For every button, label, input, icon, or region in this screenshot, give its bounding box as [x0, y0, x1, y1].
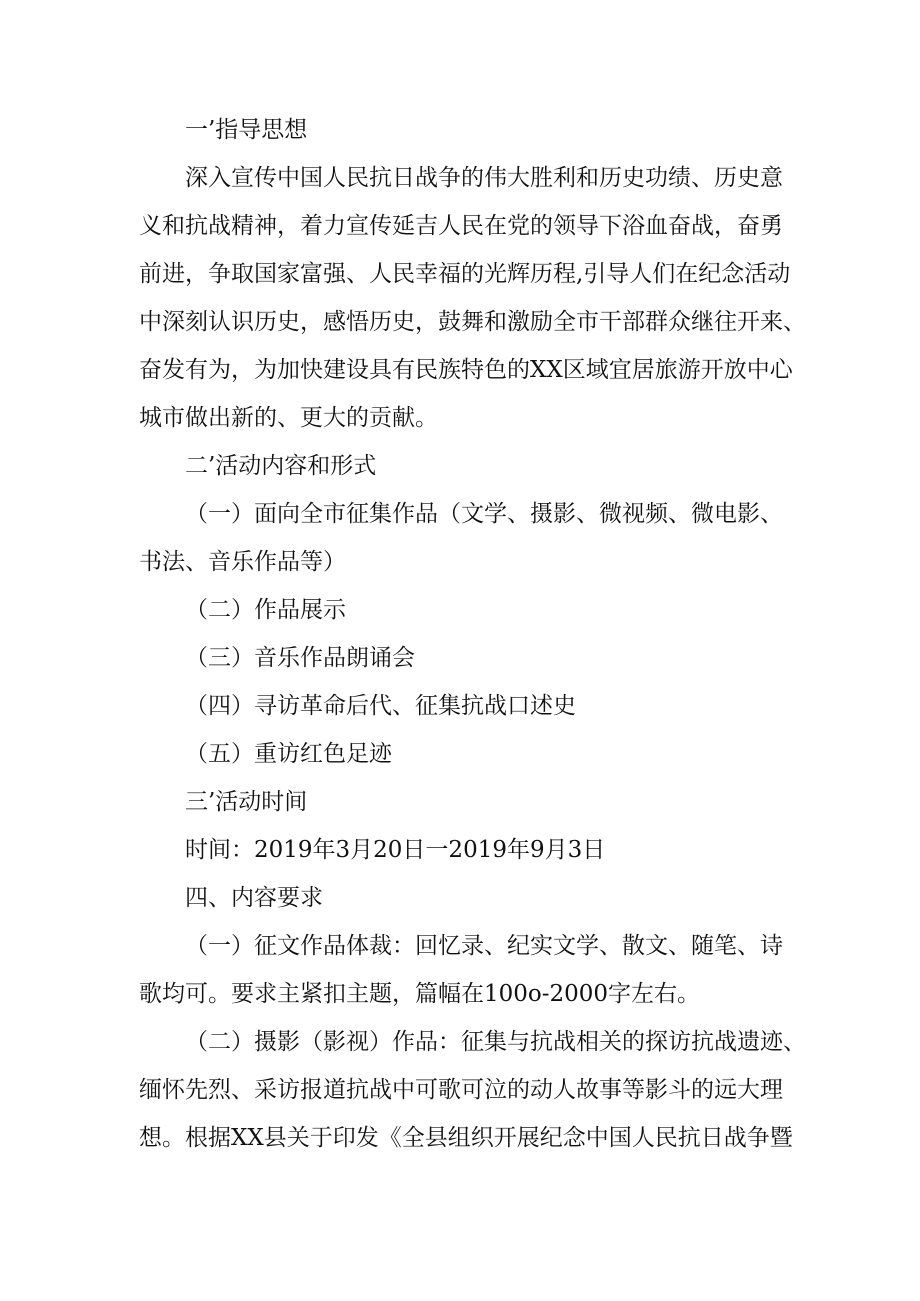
list-item: （四）寻访革命后代、征集抗战口述史	[185, 693, 576, 719]
paragraph-line: 想。根据XX县关于印发《全县组织开展纪念中国人民抗日战争暨	[139, 1125, 793, 1151]
paragraph-line: 深入宣传中国人民抗日战争的伟大胜利和历史功绩、历史意	[185, 165, 783, 191]
paragraph-line: 义和抗战精神，着力宣传延吉人民在党的领导下浴血奋战，奋勇	[139, 213, 783, 239]
section-heading-4: 四、内容要求	[185, 885, 323, 911]
paragraph-line: 缅怀先烈、采访报道抗战中可歌可泣的动人故事等影斗的远大理	[139, 1077, 783, 1103]
paragraph-line: （一）征文作品体裁：回忆录、纪实文学、散文、随笔、诗	[185, 933, 783, 959]
list-item: （三）音乐作品朗诵会	[185, 645, 415, 671]
paragraph-line: 奋发有为，为加快建设具有民族特色的XX区域宜居旅游开放中心	[139, 357, 793, 383]
section-heading-2: 二’活动内容和形式	[185, 453, 377, 479]
activity-time: 时间：2019年3月20日一2019年9月3日	[185, 837, 606, 863]
paragraph-line: （二）摄影（影视）作品：征集与抗战相关的探访抗战遗迹、	[185, 1029, 806, 1055]
list-item: （二）作品展示	[185, 597, 346, 623]
list-item: （五）重访红色足迹	[185, 741, 392, 767]
list-item: 书法、音乐作品等）	[139, 549, 346, 575]
paragraph-line: 城市做出新的、更大的贡献。	[139, 405, 438, 431]
paragraph-line: 前进，争取国家富强、人民幸福的光辉历程,引导人们在纪念活动	[139, 261, 791, 287]
section-heading-3: 三’活动时间	[185, 789, 308, 815]
paragraph-line: 歌均可。要求主紧扣主题，篇幅在100o-2000字左右。	[139, 981, 701, 1007]
section-heading-1: 一’指导思想	[185, 117, 308, 143]
list-item: （一）面向全市征集作品（文学、摄影、微视频、微电影、	[185, 501, 783, 527]
paragraph-line: 中深刻认识历史，感悟历史，鼓舞和激励全市干部群众继往开来、	[139, 309, 806, 335]
